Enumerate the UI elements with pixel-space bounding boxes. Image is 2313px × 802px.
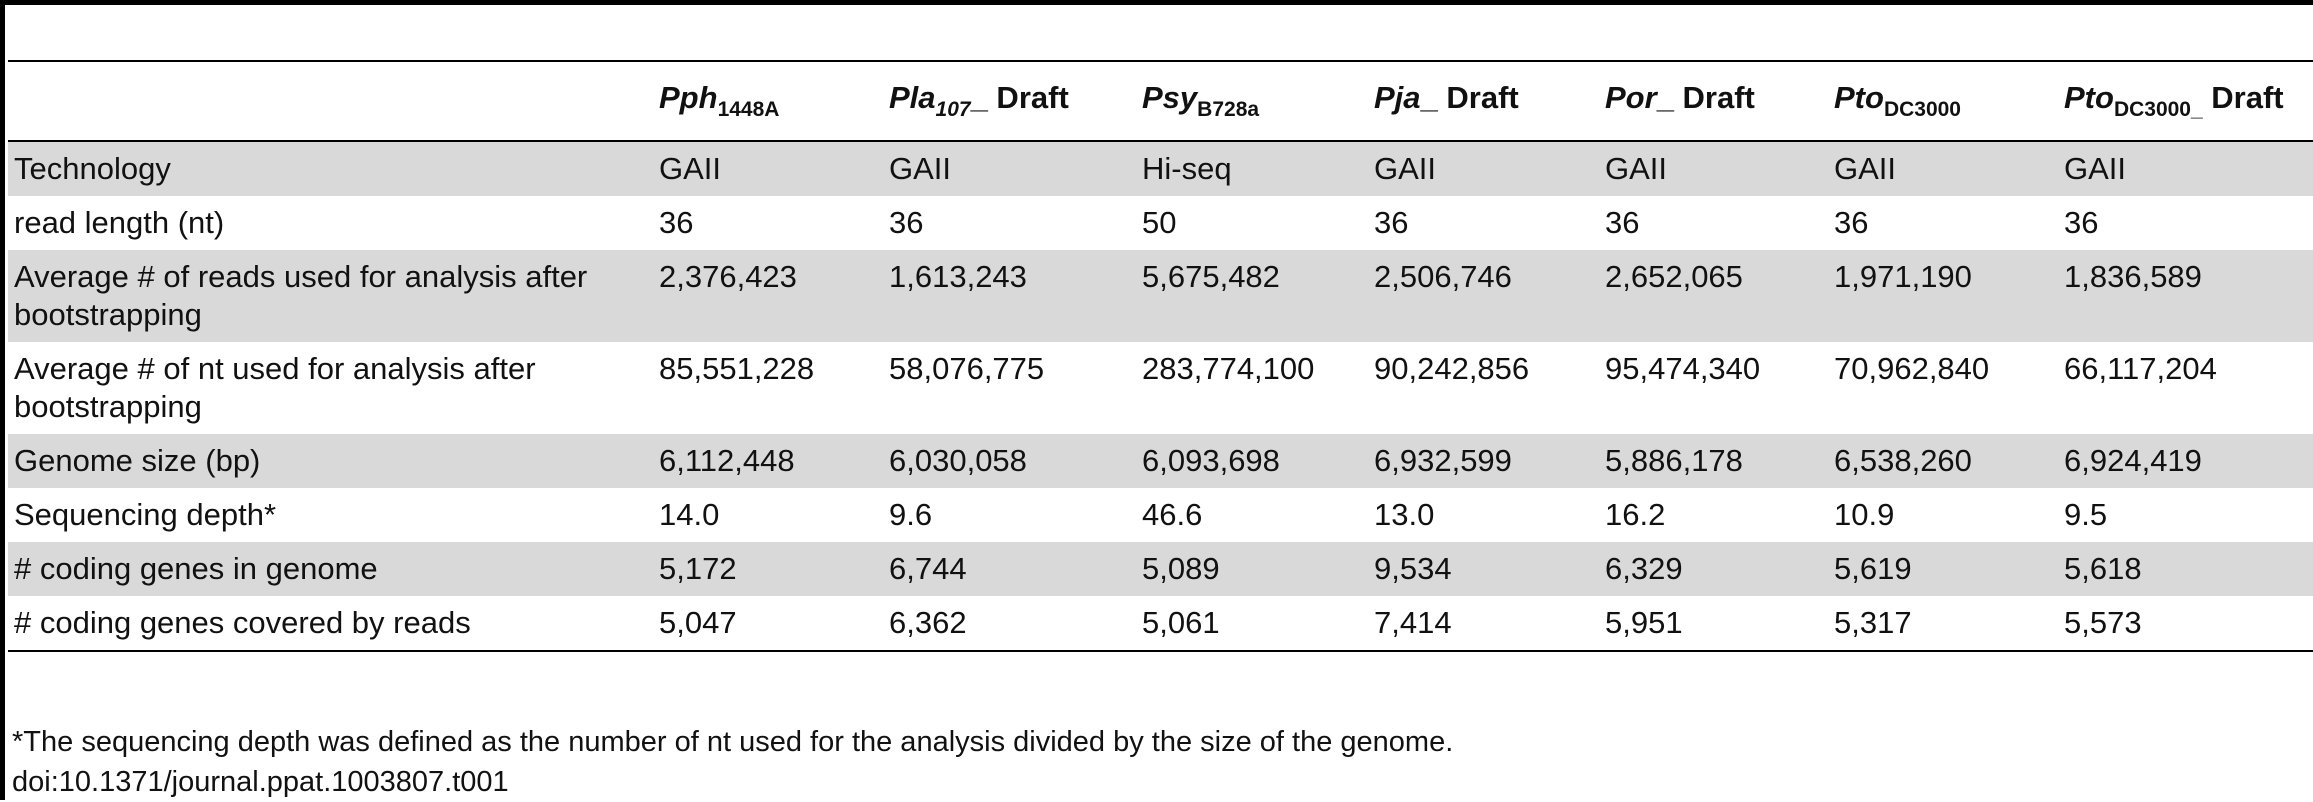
table-cell: 6,112,448 [659, 443, 795, 478]
table-cell: 2,652,065 [1605, 259, 1743, 294]
row-label: Genome size (bp) [14, 443, 261, 478]
table-cell: 5,886,178 [1605, 443, 1743, 478]
strain-subscript: 1448A [717, 98, 780, 121]
table-cell: 13.0 [1374, 497, 1435, 532]
table-cell: 1,971,190 [1834, 259, 1972, 294]
row-label: Average # of nt used for analysis after bootstrapping [14, 351, 536, 424]
table-cell: 5,061 [1142, 605, 1220, 640]
table-cell: 95,474,340 [1605, 351, 1761, 386]
strain-name: Pto [2064, 80, 2114, 115]
table-cell: 9.5 [2064, 497, 2108, 532]
row-label: Technology [14, 151, 171, 186]
table-cell: 5,619 [1834, 551, 1912, 586]
doi-text: doi:10.1371/journal.ppat.1003807.t001 [12, 766, 509, 798]
footnote-text: *The sequencing depth was defined as the number of nt used for the analysis divided by the size of the genome. [12, 726, 1454, 758]
row-label: Average # of reads used for analysis after bootstrapping [14, 259, 588, 332]
strain-name: Pla [889, 80, 936, 115]
table-cell: 6,362 [889, 605, 967, 640]
header-col-5 [1599, 61, 1828, 141]
table-cell: 36 [2064, 205, 2099, 240]
table-cell: 5,172 [659, 551, 737, 586]
header-col-7 [2058, 61, 2313, 141]
table-cell: 5,047 [659, 605, 737, 640]
strain-name: Psy [1142, 80, 1198, 115]
strain-suffix: _ Draft [1420, 80, 1519, 115]
table-cell: Hi-seq [1142, 151, 1232, 186]
sequencing-stats-table [8, 60, 2313, 652]
strain-name: Pph [659, 80, 718, 115]
table-cell: 36 [1605, 205, 1640, 240]
table-cell: GAII [889, 151, 952, 186]
table-row [8, 342, 2313, 434]
table-cell: 50 [1142, 205, 1177, 240]
table-cell: 5,089 [1142, 551, 1220, 586]
strain-subscript: DC3000_ [2113, 98, 2203, 121]
table-cell: 283,774,100 [1142, 351, 1315, 386]
table-cell: 5,675,482 [1142, 259, 1280, 294]
table-row [8, 488, 2313, 542]
header-col-3 [1136, 61, 1368, 141]
table-cell: 58,076,775 [889, 351, 1045, 386]
strain-name: Pja [1374, 80, 1421, 115]
table-cell: 5,951 [1605, 605, 1683, 640]
table-cell: 2,376,423 [659, 259, 797, 294]
top-border-rule [0, 0, 2313, 5]
table-cell: 7,414 [1374, 605, 1452, 640]
header-blank [8, 61, 653, 141]
header-row [8, 61, 2313, 141]
table-cell: GAII [1605, 151, 1668, 186]
table-cell: 5,573 [2064, 605, 2142, 640]
table-cell: GAII [1374, 151, 1437, 186]
table-cell: 5,317 [1834, 605, 1912, 640]
header-col-6 [1828, 61, 2058, 141]
table-cell: 90,242,856 [1374, 351, 1530, 386]
header-col-1 [653, 61, 883, 141]
table-cell: 9.6 [889, 497, 933, 532]
table-cell: 1,613,243 [889, 259, 1027, 294]
strain-name: Por [1605, 80, 1657, 115]
table-cell: 36 [1374, 205, 1409, 240]
strain-subscript: 107 [935, 98, 971, 121]
left-border-rule [0, 0, 5, 800]
table-cell: 10.9 [1834, 497, 1895, 532]
table-cell: 16.2 [1605, 497, 1666, 532]
strain-subscript: DC3000 [1883, 98, 1961, 121]
strain-name: Pto [1834, 80, 1884, 115]
table-cell: 6,329 [1605, 551, 1683, 586]
table-cell: 46.6 [1142, 497, 1203, 532]
table-cell: 85,551,228 [659, 351, 815, 386]
row-label: # coding genes covered by reads [14, 605, 471, 640]
table-cell: GAII [1834, 151, 1897, 186]
table-body [8, 141, 2313, 651]
table-cell: GAII [659, 151, 722, 186]
table-cell: 6,093,698 [1142, 443, 1280, 478]
table-cell: 9,534 [1374, 551, 1452, 586]
table-cell: 6,924,419 [2064, 443, 2202, 478]
table-cell: 1,836,589 [2064, 259, 2202, 294]
table-row [8, 196, 2313, 250]
header-col-2 [883, 61, 1136, 141]
strain-suffix: Draft [2202, 80, 2284, 115]
table-cell: 36 [889, 205, 924, 240]
table-cell: 5,618 [2064, 551, 2142, 586]
table-row [8, 596, 2313, 651]
table-row [8, 141, 2313, 196]
table-cell: 6,932,599 [1374, 443, 1512, 478]
table-cell: 36 [659, 205, 694, 240]
strain-suffix: _ Draft [1656, 80, 1755, 115]
data-table-container [8, 60, 2313, 652]
row-label: Sequencing depth* [14, 497, 277, 532]
table-cell: 6,538,260 [1834, 443, 1972, 478]
row-label: # coding genes in genome [14, 551, 378, 586]
table-cell: 2,506,746 [1374, 259, 1512, 294]
table-row [8, 250, 2313, 342]
table-cell: 6,030,058 [889, 443, 1027, 478]
table-footnote [12, 722, 1453, 802]
table-cell: 66,117,204 [2064, 351, 2217, 386]
table-cell: 36 [1834, 205, 1869, 240]
table-cell: 70,962,840 [1834, 351, 1990, 386]
header-col-4 [1368, 61, 1599, 141]
table-row [8, 542, 2313, 596]
table-cell: GAII [2064, 151, 2127, 186]
strain-suffix: _ Draft [970, 80, 1069, 115]
table-row [8, 434, 2313, 488]
strain-subscript: B728a [1197, 98, 1260, 121]
table-cell: 6,744 [889, 551, 967, 586]
row-label: read length (nt) [14, 205, 225, 240]
table-cell: 14.0 [659, 497, 720, 532]
